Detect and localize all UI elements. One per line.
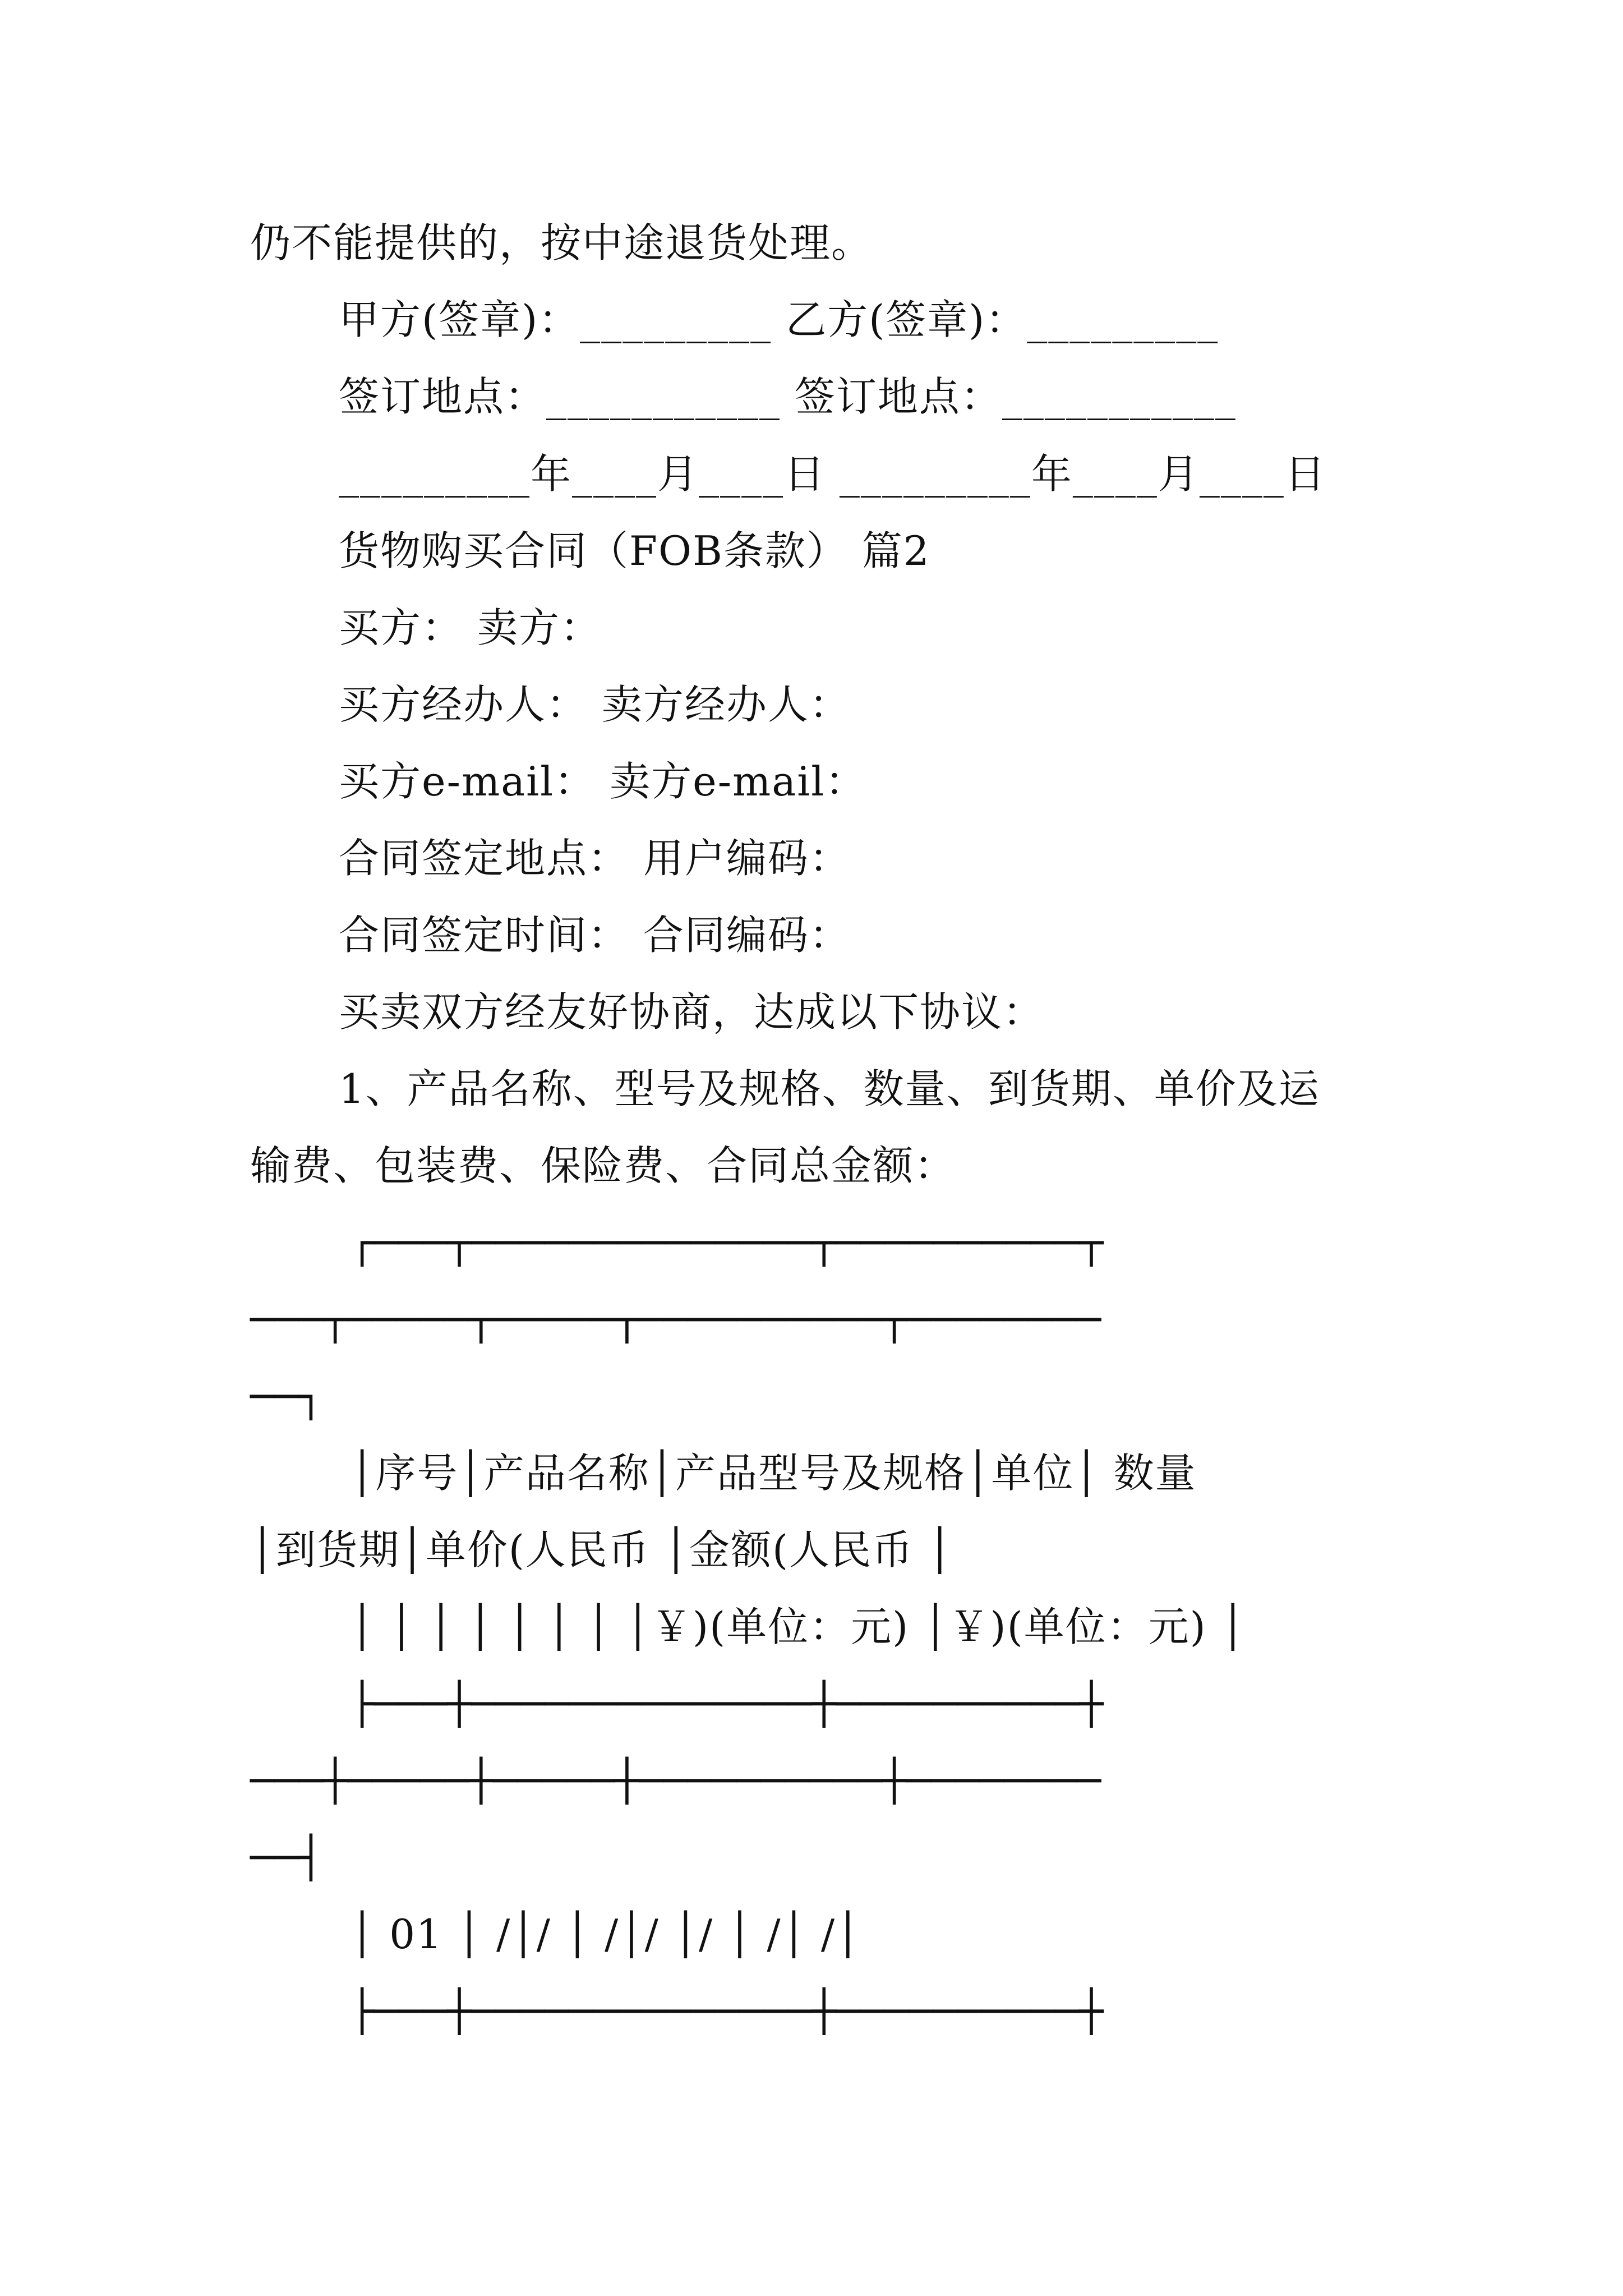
table-border-mid-3: ──┤ bbox=[250, 1834, 324, 1881]
section-title: 货物购买合同（FOB条款） 篇2 bbox=[339, 527, 930, 574]
email-line: 买方e-mail： 卖方e-mail： bbox=[339, 758, 867, 805]
contract-time-line: 合同签定时间： 合同编码： bbox=[339, 912, 851, 959]
contract-place-line: 合同签定地点： 用户编码： bbox=[339, 835, 851, 882]
table-border-mid-2: ───┼─────┼─────┼──────────┼──────── bbox=[250, 1757, 1101, 1804]
table-border-top-2: ───┬─────┬─────┬──────────┬──────── bbox=[250, 1296, 1101, 1343]
buyer-seller-line: 买方： 卖方： bbox=[339, 604, 602, 651]
table-border-top-1: ┌───┬──────────────┬──────────┬ bbox=[350, 1219, 1104, 1266]
signing-place-line: 签订地点：___________ 签订地点：___________ bbox=[339, 373, 1237, 420]
table-border-top-3: ──┐ bbox=[250, 1373, 324, 1420]
agent-line: 买方经办人： 卖方经办人： bbox=[339, 681, 851, 728]
agreement-intro: 买卖双方经友好协商，达成以下协议： bbox=[339, 988, 1045, 1036]
clause-1-line-1: 1、产品名称、型号及规格、数量、到货期、单价及运 bbox=[339, 1065, 1320, 1112]
table-header-row-1: │序号│产品名称│产品型号及规格│单位│ 数量 bbox=[350, 1450, 1197, 1497]
table-header-row-2: │到货期│单价(人民币 │金额(人民币 │ bbox=[250, 1526, 953, 1573]
table-header-row-3: │ │ │ │ │ │ │ │￥)(单位：元) │￥)(单位：元) │ bbox=[350, 1603, 1246, 1650]
text-line-1: 仍不能提供的，按中途退货处理。 bbox=[250, 219, 873, 266]
clause-1-line-2: 输费、包装费、保险费、合同总金额： bbox=[250, 1142, 956, 1189]
signature-line: 甲方(签章)：_________ 乙方(签章)：_________ bbox=[339, 296, 1219, 343]
table-row-01: │ 01 │ /│/ │ /│/ │/ │ /│ /│ bbox=[350, 1911, 861, 1958]
date-line: _________年____月____日 _________年____月____日 bbox=[339, 450, 1326, 498]
table-border-mid-4: ├───┼──────────────┼──────────┼ bbox=[350, 1987, 1104, 2035]
table-border-mid-1: ├───┼──────────────┼──────────┼ bbox=[350, 1680, 1104, 1727]
